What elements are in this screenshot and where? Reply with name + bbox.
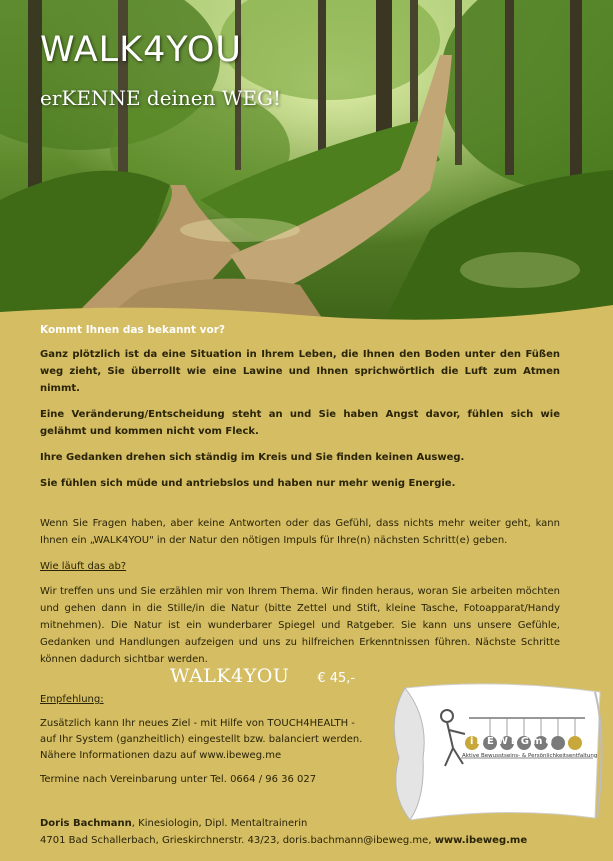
footer-website-link[interactable]: www.ibeweg.me bbox=[434, 835, 528, 846]
price-title: WALK4YOU bbox=[170, 665, 290, 687]
footer-line-2 bbox=[40, 832, 600, 849]
intro-paragraph-3: Ihre Gedanken drehen sich ständig im Kreis und Sie finden keinen Ausweg. bbox=[40, 452, 465, 463]
appointment-text: Termine nach Vereinbarung unter Tel. 0664 / 96 36 027 bbox=[40, 774, 317, 785]
offer-paragraph: Wenn Sie Fragen haben, aber keine Antworten oder das Gefühl, dass nichts mehr weiter geht, kann Ihnen ein „WALK4YOU" in der Natur den nötigen Impuls für Ihre(n) nächsten Schritt(e) geben. bbox=[40, 518, 560, 546]
intro-heading: Kommt Ihnen das bekannt vor? bbox=[40, 324, 225, 336]
footer-line-1 bbox=[40, 815, 600, 832]
recommendation-text: Zusätzlich kann Ihr neues Ziel - mit Hilfe von TOUCH4HEALTH - auf Ihr System (ganzheitlich) eingestellt bzw. balanciert werden. Nähere Informationen dazu auf www.ibeweg.me bbox=[40, 718, 363, 761]
footer bbox=[40, 815, 600, 849]
recommendation-section bbox=[40, 692, 370, 796]
intro-paragraph-1: Ganz plötzlich ist da eine Situation in Ihrem Leben, die Ihnen den Boden unter den Füßen weg zieht, Sie überrollt wie eine Lawine und Ihnen sprichwörtlich die Luft zum Atmen nimmt. bbox=[40, 349, 560, 394]
footer-address: 4701 Bad Schallerbach, Grieskirchnerstr. 43/23, doris.bachmann@ibeweg.me, bbox=[40, 835, 435, 846]
main-content bbox=[40, 322, 560, 677]
page-subtitle: erKENNE deinen WEG! bbox=[40, 86, 282, 110]
logo-tagline: Aktive Bewusstseins- & Persönlichkeitsentfaltung bbox=[462, 753, 598, 759]
footer-name: Doris Bachmann bbox=[40, 818, 132, 829]
footer-roles: , Kinesiologin, Dipl. Mentaltrainerin bbox=[131, 818, 308, 829]
ibewegme-logo bbox=[385, 678, 607, 826]
intro-paragraph-4: Sie fühlen sich müde und antriebslos und haben nur mehr wenig Energie. bbox=[40, 478, 456, 489]
price-row bbox=[170, 665, 355, 687]
logo-name: iBEWEGme bbox=[470, 736, 556, 747]
process-paragraph: Wir treffen uns und Sie erzählen mir von Ihrem Thema. Wir finden heraus, woran Sie arbeiten möchten und gehen dann in die Stille/in die Natur (bitte Zettel und Stift, kleine Tasche, Fotoapparat/Handy mitnehmen). Die Natur ist ein wunderbarer Spiegel und Ratgeber. Sie kann uns unsere Gefühle, Gedanken und Handlungen aufzeigen und uns zu hilfreichen Erkenntnissen führen. Nächste Schritte können dadurch sichtbar werden. bbox=[40, 586, 560, 665]
recommendation-heading: Empfehlung: bbox=[40, 694, 104, 705]
process-heading: Wie läuft das ab? bbox=[40, 561, 127, 572]
page-title: WALK4YOU bbox=[40, 30, 242, 70]
price-amount: € 45,- bbox=[317, 671, 356, 686]
intro-paragraph-2: Eine Veränderung/Entscheidung steht an und Sie haben Angst davor, fühlen sich wie gelähmt und kommen nicht vom Fleck. bbox=[40, 409, 560, 437]
